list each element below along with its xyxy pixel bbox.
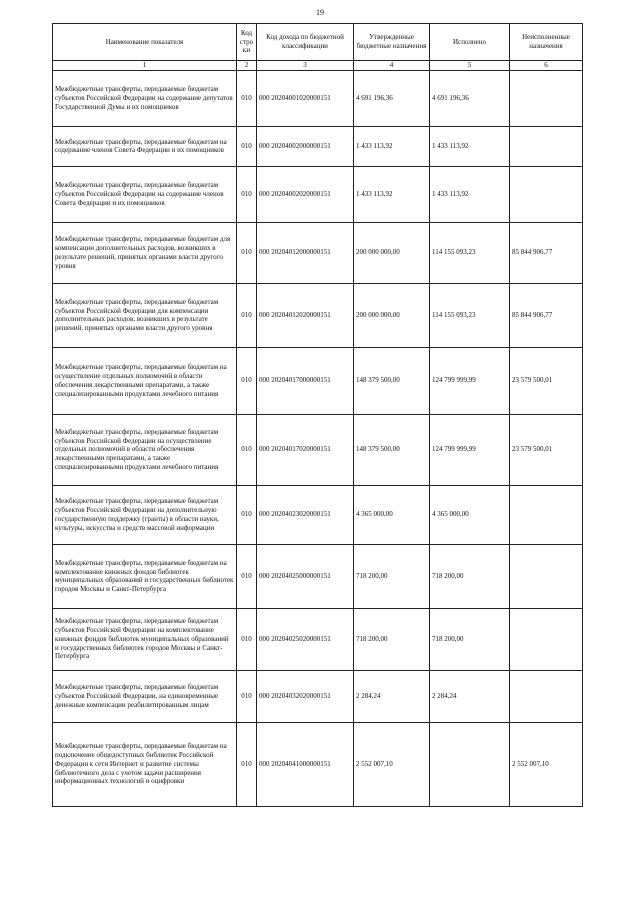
executed-amount: 1 433 113,92 — [430, 166, 510, 222]
income-code: 000 20204002020000151 — [257, 166, 354, 222]
income-code: 000 20204017000000151 — [257, 347, 354, 414]
header-approved: Утвержденные бюджетные назначения — [354, 24, 430, 61]
header-income-code: Код дохода по бюджетной классификации — [257, 24, 354, 61]
header-line-code: Код стро ки — [237, 24, 257, 61]
indicator-name: Межбюджетные трансферты, передаваемые бюджетам на подключение общедоступных библиотек Российской Федерации к сети Интернет и развитие системы библиотечного дела с учетом задачи расширения информационных технологий и оцифровки — [53, 722, 237, 806]
table-header-row — [53, 24, 583, 61]
approved-amount: 4 691 196,36 — [354, 70, 430, 126]
executed-amount: 4 691 196,36 — [430, 70, 510, 126]
unexecuted-amount: 85 844 906,77 — [510, 222, 583, 283]
table-row — [53, 126, 583, 166]
approved-amount: 148 379 500,00 — [354, 414, 430, 485]
line-code: 010 — [237, 722, 257, 806]
income-code: 000 20204025020000151 — [257, 608, 354, 670]
indicator-name: Межбюджетные трансферты, передаваемые бюджетам субъектов Российской Федерации на содержание депутатов Государственной Думы и их помощников — [53, 70, 237, 126]
line-code: 010 — [237, 544, 257, 608]
column-number: 3 — [257, 61, 354, 71]
line-code: 010 — [237, 414, 257, 485]
table-row — [53, 283, 583, 347]
indicator-name: Межбюджетные трансферты, передаваемые бюджетам на комплектование книжных фондов библиотек муниципальных образований и государственных библиотек городов Москвы и Санкт-Петербурга — [53, 544, 237, 608]
table-row — [53, 414, 583, 485]
header-executed: Исполнено — [430, 24, 510, 61]
line-code: 010 — [237, 70, 257, 126]
approved-amount: 718 200,00 — [354, 608, 430, 670]
unexecuted-amount: 85 844 906,77 — [510, 283, 583, 347]
table-row — [53, 608, 583, 670]
table-row — [53, 166, 583, 222]
approved-amount: 1 433 113,92 — [354, 166, 430, 222]
column-number: 2 — [237, 61, 257, 71]
executed-amount: 718 200,00 — [430, 608, 510, 670]
column-number: 5 — [430, 61, 510, 71]
column-number: 6 — [510, 61, 583, 71]
unexecuted-amount — [510, 70, 583, 126]
column-number: 4 — [354, 61, 430, 71]
approved-amount: 718 200,00 — [354, 544, 430, 608]
income-code: 000 20204041000000151 — [257, 722, 354, 806]
header-unexecuted: Неисполненные назначения — [510, 24, 583, 61]
income-code: 000 20204012000000151 — [257, 222, 354, 283]
approved-amount: 2 284,24 — [354, 670, 430, 722]
income-code: 000 20204012020000151 — [257, 283, 354, 347]
table-row — [53, 347, 583, 414]
indicator-name: Межбюджетные трансферты, передаваемые бюджетам субъектов Российской Федерации, на единовременные денежные компенсации реабилитированным лицам — [53, 670, 237, 722]
approved-amount: 1 433 113,92 — [354, 126, 430, 166]
approved-amount: 2 552 007,10 — [354, 722, 430, 806]
indicator-name: Межбюджетные трансферты, передаваемые бюджетам субъектов Российской Федерации на комплектование книжных фондов библиотек муниципальных образований и государственных библиотек городов Москвы и Санкт-Петербурга — [53, 608, 237, 670]
executed-amount — [430, 722, 510, 806]
executed-amount: 4 365 000,00 — [430, 485, 510, 544]
income-code: 000 20204032020000151 — [257, 670, 354, 722]
header-indicator-name: Наименование показателя — [53, 24, 237, 61]
table-row — [53, 222, 583, 283]
page-number: 19 — [316, 8, 324, 17]
line-code: 010 — [237, 126, 257, 166]
approved-amount: 200 000 000,00 — [354, 283, 430, 347]
income-code: 000 20204017020000151 — [257, 414, 354, 485]
income-code: 000 20204001020000151 — [257, 70, 354, 126]
line-code: 010 — [237, 347, 257, 414]
indicator-name: Межбюджетные трансферты, передаваемые бюджетам субъектов Российской Федерации на содержание членов Совета Федерации и их помощников — [53, 166, 237, 222]
indicator-name: Межбюджетные трансферты, передаваемые бюджетам на содержание членов Совета Федерации и их помощников — [53, 126, 237, 166]
indicator-name: Межбюджетные трансферты, передаваемые бюджетам на осуществление отдельных полномочий в области обеспечения лекарственными препаратами, а также специализированными продуктами лечебного питания — [53, 347, 237, 414]
approved-amount: 4 365 000,00 — [354, 485, 430, 544]
income-code: 000 20204025000000151 — [257, 544, 354, 608]
line-code: 010 — [237, 222, 257, 283]
income-code: 000 20204002000000151 — [257, 126, 354, 166]
budget-report-table — [52, 23, 583, 807]
executed-amount: 718 200,00 — [430, 544, 510, 608]
column-number: 1 — [53, 61, 237, 71]
unexecuted-amount — [510, 485, 583, 544]
column-number-row — [53, 61, 583, 71]
executed-amount: 114 155 093,23 — [430, 222, 510, 283]
line-code: 010 — [237, 166, 257, 222]
line-code: 010 — [237, 670, 257, 722]
indicator-name: Межбюджетные трансферты, передаваемые бюджетам субъектов Российской Федерации на дополнительную государственную поддержку (гранты) в области науки, культуры, искусства и средств массовой информации — [53, 485, 237, 544]
unexecuted-amount: 23 579 500,01 — [510, 414, 583, 485]
executed-amount: 1 433 113,92 — [430, 126, 510, 166]
approved-amount: 200 000 000,00 — [354, 222, 430, 283]
unexecuted-amount — [510, 544, 583, 608]
table-row — [53, 485, 583, 544]
unexecuted-amount: 23 579 500,01 — [510, 347, 583, 414]
line-code: 010 — [237, 283, 257, 347]
executed-amount: 2 284,24 — [430, 670, 510, 722]
table-row — [53, 722, 583, 806]
unexecuted-amount — [510, 166, 583, 222]
unexecuted-amount: 2 552 007,10 — [510, 722, 583, 806]
approved-amount: 148 379 500,00 — [354, 347, 430, 414]
income-code: 000 20204023020000151 — [257, 485, 354, 544]
unexecuted-amount — [510, 126, 583, 166]
line-code: 010 — [237, 608, 257, 670]
indicator-name: Межбюджетные трансферты, передаваемые бюджетам субъектов Российской Федерации для компенсации дополнительных расходов, возникших в результате решений, принятых органами власти другого уровня — [53, 283, 237, 347]
table-row — [53, 670, 583, 722]
indicator-name: Межбюджетные трансферты, передаваемые бюджетам для компенсации дополнительных расходов, возникших в результате решений, принятых органами власти другого уровня — [53, 222, 237, 283]
table-row — [53, 544, 583, 608]
executed-amount: 124 799 999,99 — [430, 414, 510, 485]
executed-amount: 124 799 999,99 — [430, 347, 510, 414]
indicator-name: Межбюджетные трансферты, передаваемые бюджетам субъектов Российской Федерации на осуществление отдельных полномочий в области обеспечения лекарственными препаратами, а также специализированными продуктами лечебного питания — [53, 414, 237, 485]
line-code: 010 — [237, 485, 257, 544]
table-row — [53, 70, 583, 126]
executed-amount: 114 155 093,23 — [430, 283, 510, 347]
unexecuted-amount — [510, 670, 583, 722]
unexecuted-amount — [510, 608, 583, 670]
